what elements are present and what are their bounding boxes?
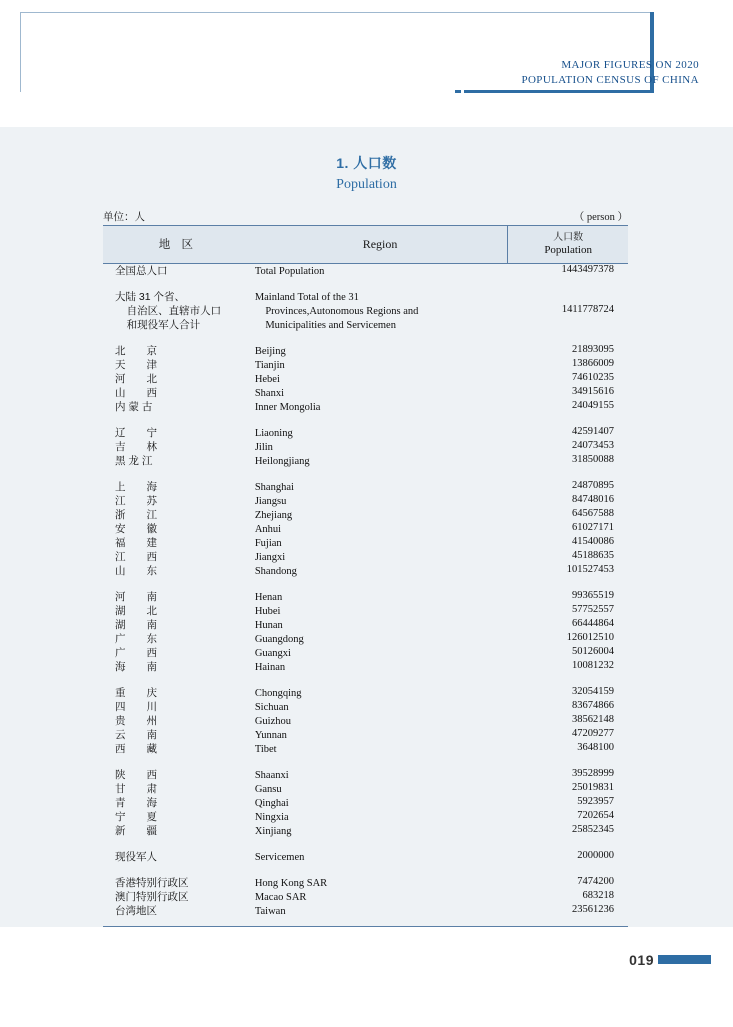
- region-name-cn: 湖 南: [115, 619, 157, 631]
- page-footer: [0, 927, 733, 1027]
- cell-region-cn: [103, 400, 253, 414]
- table-body: [103, 264, 628, 919]
- table-row-spacer: [103, 838, 628, 850]
- cell-population-value: 47209277: [572, 728, 614, 739]
- table-row: [103, 632, 628, 646]
- cell-region-en: [253, 824, 508, 838]
- cell-population-value: 41540086: [572, 536, 614, 547]
- region-name-cn: 香港特别行政区: [115, 877, 189, 889]
- footer-accent-bar: [658, 955, 711, 964]
- cell-region-cn: [103, 290, 253, 304]
- table-row: [103, 824, 628, 838]
- page-top-band: [0, 0, 733, 127]
- cell-region-cn: [103, 824, 253, 838]
- cell-region-cn: [103, 850, 253, 864]
- page-title: [0, 153, 733, 195]
- cell-region-en: [253, 850, 508, 864]
- table-row: [103, 480, 628, 494]
- table-row: [103, 890, 628, 904]
- region-name-cn: 贵 州: [115, 715, 157, 727]
- cell-region-cn: [103, 304, 253, 318]
- cell-region-en: [253, 728, 508, 742]
- cell-region-en: [253, 494, 508, 508]
- cell-region-cn: [103, 590, 253, 604]
- cell-region-en: [253, 564, 508, 578]
- cell-region-en: [253, 480, 508, 494]
- region-name-cn: 和现役军人合计: [115, 319, 201, 331]
- page-title-cn: 1. 人口数: [336, 155, 397, 171]
- cell-region-cn: [103, 550, 253, 564]
- cell-population-value: 38562148: [572, 714, 614, 725]
- table-row: [103, 440, 628, 454]
- table-row: [103, 590, 628, 604]
- cell-region-cn: [103, 386, 253, 400]
- cell-population-value: 61027171: [572, 522, 614, 533]
- cell-region-cn: [103, 604, 253, 618]
- region-name-en: Provinces,Autonomous Regions and: [254, 306, 419, 317]
- cell-region-cn: [103, 810, 253, 824]
- running-header-line2: POPULATION CENSUS OF CHINA: [521, 74, 699, 86]
- cell-region-en: [253, 700, 508, 714]
- cell-region-cn: [103, 440, 253, 454]
- cell-region-en: [253, 536, 508, 550]
- cell-population-value: 3648100: [577, 742, 614, 753]
- region-name-en: Mainland Total of the 31: [254, 292, 359, 303]
- cell-population-value: 25852345: [572, 824, 614, 835]
- cell-region-cn: [103, 318, 253, 332]
- page-title-en: Population: [336, 177, 397, 192]
- cell-population-value: 683218: [582, 890, 614, 901]
- cell-region-cn: [103, 536, 253, 550]
- region-name-cn: 重 庆: [115, 687, 157, 699]
- table-row: [103, 810, 628, 824]
- unit-row: [103, 209, 628, 224]
- cell-population-value: 1443497378: [561, 264, 614, 275]
- cell-region-en: [253, 590, 508, 604]
- region-name-cn: 福 建: [115, 537, 157, 549]
- table-row-spacer: [103, 756, 628, 768]
- cell-population-value: 126012510: [566, 632, 614, 643]
- region-name-en: Qinghai: [254, 798, 289, 809]
- cell-population-value: 64567588: [572, 508, 614, 519]
- cell-population-value: 25019831: [572, 782, 614, 793]
- cell-region-cn: [103, 686, 253, 700]
- region-name-en: Chongqing: [254, 688, 302, 699]
- cell-region-en: [253, 810, 508, 824]
- cell-region-en: [253, 550, 508, 564]
- region-name-en: Total Population: [254, 266, 325, 277]
- region-name-cn: 宁 夏: [115, 811, 157, 823]
- table-row: [103, 386, 628, 400]
- cell-region-en: [253, 358, 508, 372]
- cell-region-cn: [103, 728, 253, 742]
- cell-region-cn: [103, 876, 253, 890]
- cell-region-cn: [103, 264, 253, 279]
- cell-region-cn: [103, 358, 253, 372]
- running-header-line1: MAJOR FIGURES ON 2020: [561, 59, 699, 71]
- region-name-cn: 自治区、直辖市人口: [115, 305, 222, 317]
- table-row: [103, 876, 628, 890]
- region-name-en: Guangdong: [254, 634, 304, 645]
- region-name-en: Shanxi: [254, 388, 284, 399]
- cell-region-en: [253, 742, 508, 756]
- region-name-cn: 安 徽: [115, 523, 157, 535]
- region-name-en: Gansu: [254, 784, 282, 795]
- cell-region-en: [253, 440, 508, 454]
- table-row-spacer: [103, 468, 628, 480]
- region-name-cn: 新 疆: [115, 825, 157, 837]
- region-name-cn: 上 海: [115, 481, 157, 493]
- cell-population-value: 50126004: [572, 646, 614, 657]
- table-row: [103, 850, 628, 864]
- cell-region-en: [253, 386, 508, 400]
- header-population-en: Population: [544, 244, 592, 256]
- cell-region-cn: [103, 454, 253, 468]
- cell-population-value: 13866009: [572, 358, 614, 369]
- region-name-cn: 辽 宁: [115, 427, 157, 439]
- header-population-cn: 人口数: [553, 232, 584, 243]
- table-row: [103, 358, 628, 372]
- table-row: [103, 714, 628, 728]
- cell-population-value: 66444864: [572, 618, 614, 629]
- region-name-en: Henan: [254, 592, 283, 603]
- table-row: [103, 426, 628, 440]
- cell-region-en: [253, 522, 508, 536]
- header-population: [508, 226, 628, 264]
- region-name-en: Shanghai: [254, 482, 294, 493]
- region-name-en: Zhejiang: [254, 510, 293, 521]
- cell-region-cn: [103, 508, 253, 522]
- table-row: [103, 522, 628, 536]
- region-name-en: Beijing: [254, 346, 286, 357]
- table-row: [103, 454, 628, 468]
- table-row: [103, 564, 628, 578]
- table-header-row: [103, 226, 628, 264]
- running-header: [521, 58, 699, 88]
- region-name-en: Guizhou: [254, 716, 291, 727]
- cell-population-value: 5923957: [577, 796, 614, 807]
- table-row: [103, 618, 628, 632]
- table-head: [103, 226, 628, 264]
- region-name-cn: 湖 北: [115, 605, 157, 617]
- table-row: [103, 304, 628, 318]
- region-name-cn: 四 川: [115, 701, 157, 713]
- region-name-en: Fujian: [254, 538, 282, 549]
- cell-region-en: [253, 890, 508, 904]
- region-name-en: Sichuan: [254, 702, 289, 713]
- cell-region-cn: [103, 564, 253, 578]
- table-row: [103, 344, 628, 358]
- region-name-en: Servicemen: [254, 852, 305, 863]
- cell-population-value: 83674866: [572, 700, 614, 711]
- region-name-en: Tianjin: [254, 360, 285, 371]
- cell-population-value: 74610235: [572, 372, 614, 383]
- region-name-en: Jilin: [254, 442, 273, 453]
- table-row-spacer: [103, 578, 628, 590]
- cell-region-en: [253, 454, 508, 468]
- header-accent-bar: [464, 90, 654, 93]
- region-name-cn: 现役军人: [115, 851, 157, 863]
- region-name-cn: 北 京: [115, 345, 157, 357]
- cell-region-en: [253, 618, 508, 632]
- region-name-en: Anhui: [254, 524, 282, 535]
- header-region-en: Region: [253, 226, 508, 264]
- region-name-en: Shandong: [254, 566, 297, 577]
- region-name-en: Hebei: [254, 374, 280, 385]
- unit-label-en: （ person ）: [573, 212, 628, 223]
- region-name-en: Xinjiang: [254, 826, 292, 837]
- region-name-en: Hainan: [254, 662, 286, 673]
- cell-population-value: 24870895: [572, 480, 614, 491]
- table-row: [103, 700, 628, 714]
- cell-region-en: [253, 714, 508, 728]
- table-row-spacer: [103, 674, 628, 686]
- cell-region-en: [253, 508, 508, 522]
- region-name-en: Heilongjiang: [254, 456, 310, 467]
- cell-population-value: 39528999: [572, 768, 614, 779]
- region-name-en: Liaoning: [254, 428, 293, 439]
- cell-region-en: [253, 604, 508, 618]
- region-name-cn: 河 南: [115, 591, 157, 603]
- table-row: [103, 508, 628, 522]
- table-row: [103, 604, 628, 618]
- region-name-cn: 甘 肃: [115, 783, 157, 795]
- cell-population-value: 32054159: [572, 686, 614, 697]
- cell-region-cn: [103, 522, 253, 536]
- cell-region-en: [253, 290, 508, 304]
- cell-region-cn: [103, 700, 253, 714]
- cell-population-value: [508, 318, 628, 332]
- cell-region-cn: [103, 890, 253, 904]
- cell-region-cn: [103, 372, 253, 386]
- region-name-en: Yunnan: [254, 730, 287, 741]
- region-name-en: Taiwan: [254, 906, 286, 917]
- table-row: [103, 400, 628, 414]
- table-row-spacer: [103, 864, 628, 876]
- table-row: [103, 796, 628, 810]
- page-number: 019: [629, 952, 654, 968]
- table-row: [103, 646, 628, 660]
- region-name-en: Macao SAR: [254, 892, 307, 903]
- cell-population-value: 24073453: [572, 440, 614, 451]
- cell-population-value: 24049155: [572, 400, 614, 411]
- cell-region-en: [253, 782, 508, 796]
- table-row: [103, 742, 628, 756]
- cell-region-en: [253, 632, 508, 646]
- region-name-en: Hunan: [254, 620, 283, 631]
- table-row: [103, 264, 628, 279]
- cell-region-en: [253, 660, 508, 674]
- region-name-cn: 天 津: [115, 359, 157, 371]
- cell-population-value: 34915616: [572, 386, 614, 397]
- cell-region-en: [253, 304, 508, 318]
- population-table-wrapper: [103, 225, 628, 918]
- region-name-cn: 大陆 31 个省、: [115, 291, 186, 303]
- cell-population-value: 7474200: [577, 876, 614, 887]
- cell-region-cn: [103, 646, 253, 660]
- cell-population-value: 1411778724: [561, 304, 614, 315]
- cell-region-en: [253, 318, 508, 332]
- cell-region-en: [253, 904, 508, 918]
- cell-population-value: 21893095: [572, 344, 614, 355]
- cell-region-en: [253, 426, 508, 440]
- cell-population-value: 84748016: [572, 494, 614, 505]
- table-row: [103, 494, 628, 508]
- cell-region-cn: [103, 632, 253, 646]
- header-accent-dot: [455, 90, 461, 93]
- cell-population-value: 101527453: [566, 564, 614, 575]
- cell-region-cn: [103, 480, 253, 494]
- region-name-cn: 陕 西: [115, 769, 157, 781]
- region-name-en: Jiangsu: [254, 496, 287, 507]
- region-name-cn: 江 西: [115, 551, 157, 563]
- region-name-cn: 黑 龙 江: [115, 455, 153, 467]
- cell-population-value: 2000000: [577, 850, 614, 861]
- population-table: [103, 225, 628, 918]
- table-row-spacer: [103, 414, 628, 426]
- region-name-cn: 吉 林: [115, 441, 157, 453]
- cell-population-value: 7202654: [577, 810, 614, 821]
- region-name-en: Shaanxi: [254, 770, 289, 781]
- region-name-cn: 云 南: [115, 729, 157, 741]
- cell-region-cn: [103, 768, 253, 782]
- unit-label-cn: 单位：人: [103, 211, 145, 223]
- cell-region-cn: [103, 714, 253, 728]
- table-row: [103, 768, 628, 782]
- region-name-cn: 河 北: [115, 373, 157, 385]
- cell-region-cn: [103, 796, 253, 810]
- region-name-cn: 广 东: [115, 633, 157, 645]
- cell-region-cn: [103, 344, 253, 358]
- region-name-cn: 台湾地区: [115, 905, 157, 917]
- table-row-spacer: [103, 332, 628, 344]
- cell-population-value: 45188635: [572, 550, 614, 561]
- region-name-cn: 青 海: [115, 797, 157, 809]
- region-name-cn: 广 西: [115, 647, 157, 659]
- cell-population-value: 42591407: [572, 426, 614, 437]
- cell-region-en: [253, 344, 508, 358]
- region-name-en: Municipalities and Servicemen: [254, 320, 396, 331]
- cell-region-en: [253, 686, 508, 700]
- region-name-en: Hubei: [254, 606, 281, 617]
- table-row: [103, 372, 628, 386]
- cell-population-value: 99365519: [572, 590, 614, 601]
- table-row: [103, 782, 628, 796]
- cell-region-en: [253, 372, 508, 386]
- region-name-en: Hong Kong SAR: [254, 878, 328, 889]
- cell-region-en: [253, 876, 508, 890]
- table-row: [103, 660, 628, 674]
- cell-region-cn: [103, 904, 253, 918]
- region-name-cn: 内 蒙 古: [115, 401, 153, 413]
- region-name-en: Inner Mongolia: [254, 402, 321, 413]
- region-name-cn: 江 苏: [115, 495, 157, 507]
- cell-region-en: [253, 400, 508, 414]
- table-row: [103, 318, 628, 332]
- region-name-cn: 浙 江: [115, 509, 157, 521]
- cell-region-en: [253, 264, 508, 279]
- cell-population-value: 31850088: [572, 454, 614, 465]
- region-name-cn: 海 南: [115, 661, 157, 673]
- cell-region-cn: [103, 742, 253, 756]
- table-row: [103, 728, 628, 742]
- cell-region-cn: [103, 618, 253, 632]
- cell-region-en: [253, 796, 508, 810]
- table-row: [103, 550, 628, 564]
- table-row: [103, 536, 628, 550]
- table-row: [103, 904, 628, 918]
- region-name-en: Tibet: [254, 744, 277, 755]
- cell-population-value: 10081232: [572, 660, 614, 671]
- region-name-cn: 西 藏: [115, 743, 157, 755]
- region-name-cn: 山 西: [115, 387, 157, 399]
- region-name-cn: 山 东: [115, 565, 157, 577]
- table-row: [103, 290, 628, 304]
- region-name-en: Jiangxi: [254, 552, 286, 563]
- cell-region-cn: [103, 426, 253, 440]
- table-row: [103, 686, 628, 700]
- region-name-cn: 全国总人口: [115, 265, 168, 277]
- region-name-en: Guangxi: [254, 648, 291, 659]
- cell-population-value: [508, 290, 628, 304]
- page-body: [0, 127, 733, 927]
- table-row-spacer: [103, 278, 628, 290]
- region-name-en: Ningxia: [254, 812, 289, 823]
- cell-population-value: 23561236: [572, 904, 614, 915]
- cell-region-cn: [103, 782, 253, 796]
- cell-region-en: [253, 646, 508, 660]
- header-region-cn: 地 区: [103, 226, 253, 264]
- cell-region-cn: [103, 494, 253, 508]
- cell-population-value: 57752557: [572, 604, 614, 615]
- cell-region-cn: [103, 660, 253, 674]
- region-name-cn: 澳门特别行政区: [115, 891, 189, 903]
- cell-region-en: [253, 768, 508, 782]
